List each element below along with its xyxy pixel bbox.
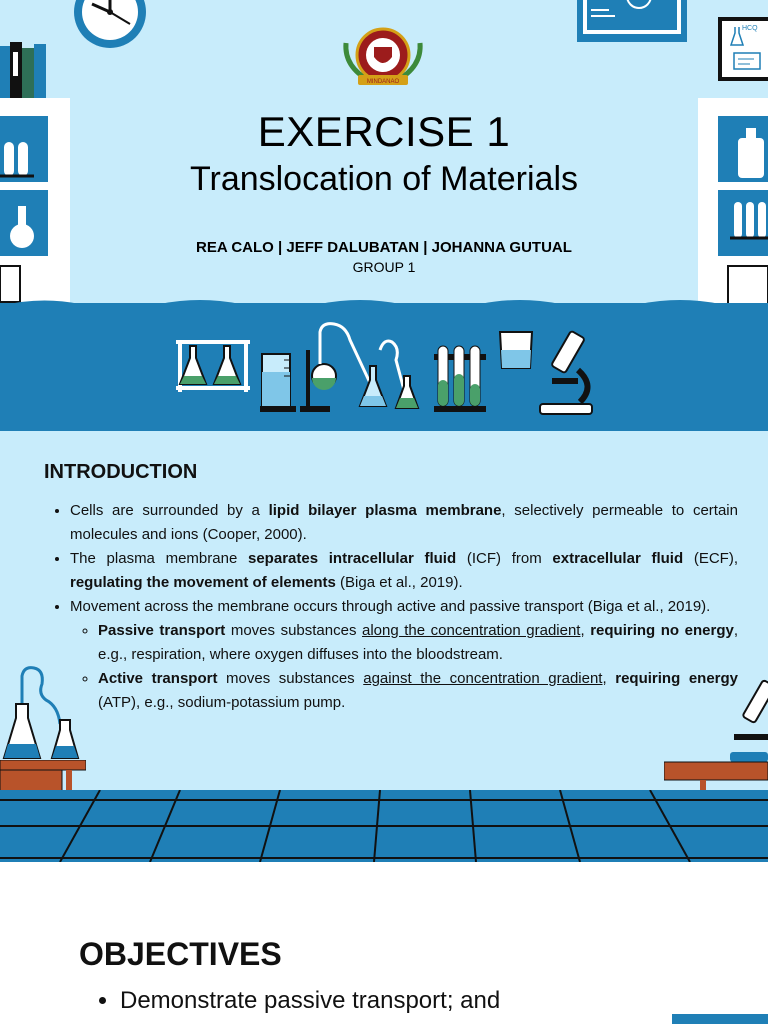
text: , e.g., respiration, where oxygen diffuses into the bloodstream. — [98, 622, 739, 663]
text: The plasma membrane — [70, 550, 248, 567]
slide-corner-decoration — [672, 1014, 768, 1024]
passive-transport-item — [98, 619, 738, 667]
text: (ECF), — [683, 550, 738, 567]
objectives-heading: OBJECTIVES — [79, 936, 282, 972]
introduction-list — [56, 499, 738, 715]
microscope-right-icon — [728, 676, 768, 764]
text-bold: requiring no energy — [590, 622, 734, 639]
text-bold: Active transport — [98, 670, 218, 687]
text: moves substances — [217, 670, 364, 687]
clock-icon — [72, 0, 150, 52]
objective-item: • Demonstrate passive transport; and — [120, 987, 500, 1015]
text: (ICF) from — [456, 550, 553, 567]
text-underline: along the concentration gradient — [362, 622, 581, 639]
intro-bullet-1 — [70, 499, 738, 547]
transport-sublist — [70, 619, 738, 715]
text: Movement across the membrane occurs through active and passive transport (Biga et al., 2019). — [70, 598, 711, 615]
text: , selectively permeable to certain molecules and ions (Cooper, 2000). — [70, 502, 738, 543]
introduction-heading: INTRODUCTION — [44, 461, 198, 483]
text-bold: regulating the movement of elements — [70, 574, 336, 591]
chemistry-poster — [718, 17, 768, 81]
flask-rack-icon — [176, 336, 250, 392]
measuring-cup-icon — [498, 330, 536, 370]
poster-text: HCQ — [742, 25, 758, 32]
exercise-title: EXERCISE 1 — [257, 108, 511, 155]
equation-sketch-icon — [732, 51, 762, 71]
beaker-icon — [260, 350, 296, 412]
text: moves substances — [225, 622, 362, 639]
test-tube-rack-icon — [434, 344, 486, 414]
lab-flasks-left-icon — [0, 664, 86, 764]
text: (Biga et al., 2019). — [335, 574, 463, 591]
text: , — [602, 670, 616, 687]
exercise-subtitle: Translocation of Materials — [189, 160, 578, 198]
text-bold: lipid bilayer plasma membrane — [268, 502, 502, 519]
university-logo — [340, 25, 426, 87]
text-bold: separates intracellular fluid — [248, 550, 457, 567]
text: (ATP), e.g., sodium-potassium pump. — [98, 694, 346, 711]
intro-bullet-2 — [70, 547, 738, 595]
objectives-list — [100, 987, 500, 1015]
authors: REA CALO | JEFF DALUBATAN | JOHANNA GUTUAL — [196, 239, 572, 256]
text-underline: against the concentration gradient — [363, 670, 603, 687]
active-transport-item — [98, 667, 738, 715]
text-bold: Passive transport — [98, 622, 226, 639]
floor-grid — [0, 790, 768, 862]
microscope-icon — [538, 330, 598, 416]
group-label: GROUP 1 — [352, 259, 416, 275]
chalkboard-icon — [577, 0, 687, 42]
logo-text: MINDANAO — [366, 79, 400, 85]
text: , — [580, 622, 591, 639]
intro-bullet-3 — [70, 595, 738, 715]
text-bold: requiring energy — [615, 670, 739, 687]
text: Cells are surrounded by a — [70, 502, 269, 519]
distillation-setup-icon — [300, 320, 430, 414]
flask-sketch-icon — [730, 27, 744, 47]
text-bold: extracellular fluid — [552, 550, 684, 567]
books-icon — [0, 40, 46, 98]
